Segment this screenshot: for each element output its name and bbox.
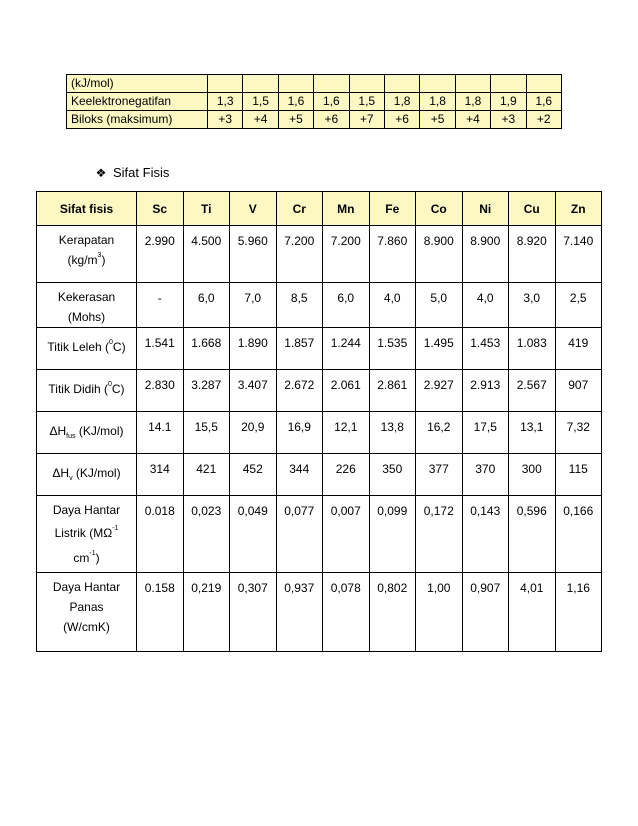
table-cell: 5,0	[416, 283, 463, 328]
table-cell: +7	[349, 111, 384, 129]
table-cell: 1.890	[230, 328, 277, 370]
table-cell: +5	[420, 111, 455, 129]
table-cell: 1,8	[384, 93, 419, 111]
table-cell: 1.857	[276, 328, 323, 370]
table-cell: 3.287	[183, 370, 230, 412]
column-header-element: Co	[416, 192, 463, 226]
table-row	[37, 573, 602, 652]
physical-properties-table	[36, 191, 602, 652]
table-cell: 1,00	[416, 573, 463, 652]
table-cell: 1.535	[369, 328, 416, 370]
table-cell: 1,3	[208, 93, 243, 111]
table-cell: 2.672	[276, 370, 323, 412]
column-header-element: Ti	[183, 192, 230, 226]
table-cell: 370	[462, 454, 509, 496]
table-cell: 115	[555, 454, 602, 496]
table-row	[37, 283, 602, 328]
table-cell: 16,2	[416, 412, 463, 454]
table-cell: 226	[323, 454, 370, 496]
table-cell: +6	[384, 111, 419, 129]
table-cell: 1.495	[416, 328, 463, 370]
row-label-text: Listrik (MΩ	[54, 526, 113, 540]
table-cell: +6	[314, 111, 349, 129]
row-label	[37, 370, 137, 412]
table-cell	[455, 75, 490, 93]
table-cell: 1.453	[462, 328, 509, 370]
table-cell: 8.920	[509, 226, 556, 283]
table-cell: 1,5	[243, 93, 278, 111]
table-cell	[278, 75, 313, 93]
table-cell: 1,5	[349, 93, 384, 111]
section-title: Sifat Fisis	[113, 165, 170, 180]
table-cell: 13,8	[369, 412, 416, 454]
table-cell: 300	[509, 454, 556, 496]
table-cell: 1,8	[455, 93, 490, 111]
table-cell: 0,802	[369, 573, 416, 652]
column-header-element: Ni	[462, 192, 509, 226]
superscript: -1	[112, 525, 119, 532]
table-cell: 5.960	[230, 226, 277, 283]
table-cell: +3	[491, 111, 526, 129]
table-cell: 8,5	[276, 283, 323, 328]
table-cell: 1,8	[420, 93, 455, 111]
table-cell: 4,0	[369, 283, 416, 328]
row-label-line	[37, 546, 136, 570]
table-cell: 0.158	[137, 573, 184, 652]
table-cell: +5	[278, 111, 313, 129]
table-cell: 1,6	[314, 93, 349, 111]
table-row	[37, 328, 602, 370]
table-cell: 2.061	[323, 370, 370, 412]
table-cell: 421	[183, 454, 230, 496]
row-label-text: )	[95, 551, 100, 565]
table-cell: 0,023	[183, 496, 230, 573]
column-header-element: Cu	[509, 192, 556, 226]
table-cell: 0,937	[276, 573, 323, 652]
table-cell	[526, 75, 561, 93]
row-label-text: )	[101, 253, 106, 267]
table-cell: 0,049	[230, 496, 277, 573]
table-row	[37, 370, 602, 412]
table-header-row	[37, 192, 602, 226]
row-label: Biloks (maksimum)	[67, 111, 208, 129]
table-row	[67, 111, 562, 129]
row-label-text: C)	[112, 340, 126, 354]
table-cell: 0,143	[462, 496, 509, 573]
row-label-line: Panas	[69, 600, 104, 614]
table-cell: 0,172	[416, 496, 463, 573]
table-cell: 0,078	[323, 573, 370, 652]
table-cell: 16,9	[276, 412, 323, 454]
row-label	[37, 454, 137, 496]
table-cell: 8.900	[462, 226, 509, 283]
table-cell: 0,007	[323, 496, 370, 573]
table-cell: 2,5	[555, 283, 602, 328]
table-cell: 314	[137, 454, 184, 496]
table-cell: 377	[416, 454, 463, 496]
table-cell: 14.1	[137, 412, 184, 454]
table-cell: 3,0	[509, 283, 556, 328]
table-row	[37, 454, 602, 496]
row-label-text: Titik Leleh (	[47, 340, 109, 354]
column-header-element: Mn	[323, 192, 370, 226]
superscript: 0	[109, 339, 113, 346]
superscript: 3	[97, 252, 102, 259]
table-cell: -	[137, 283, 184, 328]
row-label-line: (W/cmK)	[63, 620, 110, 634]
table-row	[67, 75, 562, 93]
column-header-element: Zn	[555, 192, 602, 226]
row-label-line: (Mohs)	[67, 310, 106, 324]
table-cell: 2.861	[369, 370, 416, 412]
table-cell: 350	[369, 454, 416, 496]
table-cell: 0,596	[509, 496, 556, 573]
column-header-element: V	[230, 192, 277, 226]
table-cell: 12,1	[323, 412, 370, 454]
table-cell: 1,9	[491, 93, 526, 111]
row-label-text: Titik Didih (	[48, 382, 108, 396]
properties-table-top	[66, 74, 562, 129]
table-cell: 2.913	[462, 370, 509, 412]
row-label-text: ΔH	[52, 466, 70, 480]
table-cell: 7.140	[555, 226, 602, 283]
table-cell: 2.830	[137, 370, 184, 412]
table-cell: 2.927	[416, 370, 463, 412]
row-label-text: C)	[111, 382, 125, 396]
table-cell: +4	[243, 111, 278, 129]
table-cell: 0,077	[276, 496, 323, 573]
table-cell: 452	[230, 454, 277, 496]
table-cell: 1.668	[183, 328, 230, 370]
section-heading	[95, 165, 169, 180]
table-cell: 7,0	[230, 283, 277, 328]
column-header-element: Cr	[276, 192, 323, 226]
table-cell: 0,307	[230, 573, 277, 652]
table-cell: 0,099	[369, 496, 416, 573]
table-cell: 2.990	[137, 226, 184, 283]
table-cell: +2	[526, 111, 561, 129]
column-header-element: Sc	[137, 192, 184, 226]
table-cell: 4.500	[183, 226, 230, 283]
table-row	[37, 496, 602, 573]
table-cell: +3	[208, 111, 243, 129]
row-label-line: Kekerasan	[57, 290, 116, 304]
row-label-line: Kerapatan	[58, 233, 115, 247]
column-header-property: Sifat fisis	[37, 192, 137, 226]
table-cell: 7.860	[369, 226, 416, 283]
row-label	[37, 328, 137, 370]
column-header-element: Fe	[369, 192, 416, 226]
table-cell: 0,219	[183, 573, 230, 652]
table-cell: 1.083	[509, 328, 556, 370]
row-label	[37, 226, 137, 283]
table-cell	[208, 75, 243, 93]
subscript: fus	[66, 433, 76, 440]
table-cell	[243, 75, 278, 93]
table-cell: 1,6	[278, 93, 313, 111]
row-label-text: (KJ/mol)	[72, 466, 121, 480]
table-cell: 6,0	[323, 283, 370, 328]
row-label	[37, 496, 137, 573]
table-cell: 2.567	[509, 370, 556, 412]
row-label: Keelektronegatifan	[67, 93, 208, 111]
table-cell: 0.018	[137, 496, 184, 573]
diamond-bullet-icon: ❖	[95, 166, 107, 180]
row-label	[37, 573, 137, 652]
row-label-text: (KJ/mol)	[75, 424, 124, 438]
table-cell: 6,0	[183, 283, 230, 328]
table-cell: 4,0	[462, 283, 509, 328]
table-cell	[349, 75, 384, 93]
table-cell: 7.200	[323, 226, 370, 283]
table-cell: 17,5	[462, 412, 509, 454]
table-row	[37, 226, 602, 283]
table-cell: +4	[455, 111, 490, 129]
row-label-line	[37, 250, 136, 270]
row-label-text: cm	[73, 551, 90, 565]
table-cell: 20,9	[230, 412, 277, 454]
table-row	[37, 412, 602, 454]
table-cell: 0,907	[462, 573, 509, 652]
table-cell: 1,6	[526, 93, 561, 111]
table-cell: 1.541	[137, 328, 184, 370]
table-cell	[384, 75, 419, 93]
row-label-text: (kg/m	[67, 253, 98, 267]
table-cell: 0,166	[555, 496, 602, 573]
table-cell: 7.200	[276, 226, 323, 283]
row-label-text: ΔH	[49, 424, 67, 438]
table-cell	[491, 75, 526, 93]
row-label: (kJ/mol)	[67, 75, 208, 93]
table-row	[67, 93, 562, 111]
table-cell: 3.407	[230, 370, 277, 412]
subscript: v	[69, 475, 73, 482]
superscript: -1	[89, 550, 96, 557]
table-cell: 419	[555, 328, 602, 370]
row-label-line	[37, 520, 136, 546]
table-cell: 907	[555, 370, 602, 412]
table-cell	[420, 75, 455, 93]
row-label	[37, 412, 137, 454]
table-cell	[314, 75, 349, 93]
table-cell: 4,01	[509, 573, 556, 652]
table-cell: 8.900	[416, 226, 463, 283]
table-cell: 1,16	[555, 573, 602, 652]
table-cell: 7,32	[555, 412, 602, 454]
row-label	[37, 283, 137, 328]
table-cell: 15,5	[183, 412, 230, 454]
row-label-line: Daya Hantar	[52, 503, 121, 517]
table-cell: 13,1	[509, 412, 556, 454]
table-cell: 1.244	[323, 328, 370, 370]
row-label-line: Daya Hantar	[52, 580, 121, 594]
superscript: 0	[107, 381, 112, 388]
table-cell: 344	[276, 454, 323, 496]
